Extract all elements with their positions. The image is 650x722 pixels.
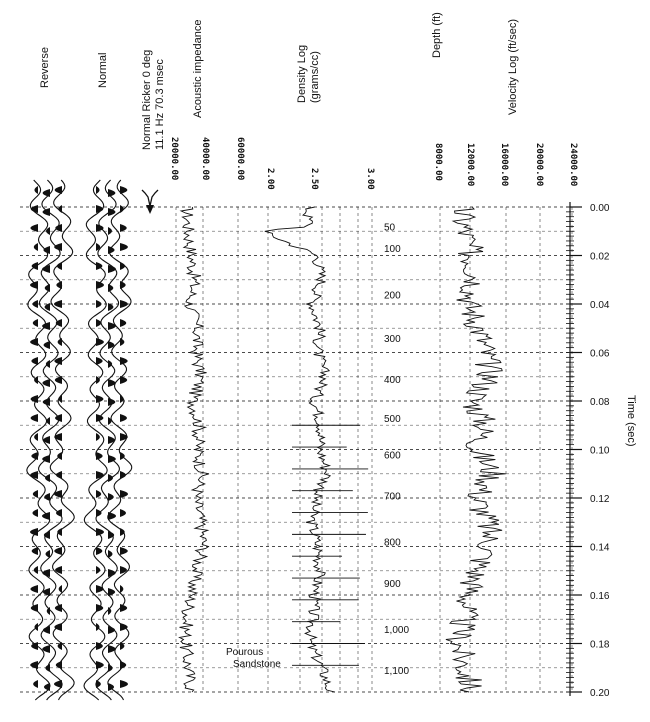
time-tick-label: 0.04 [590, 300, 610, 311]
velocity-tick-label: 8000.00 [433, 143, 443, 181]
normal-traces [84, 180, 132, 700]
trace-fill-lobe [96, 528, 104, 536]
trace-fill-lobe [42, 569, 50, 577]
header-velocity: Velocity Log (ft/sec) [507, 19, 519, 115]
trace-fill-lobe [108, 284, 113, 292]
trace-fill-lobe [43, 189, 50, 197]
trace-fill-lobe [55, 186, 62, 194]
trace-fill-lobe [108, 588, 115, 596]
tick-labels [169, 137, 578, 190]
trace-fill-lobe [34, 566, 38, 574]
trace-fill-lobe [45, 550, 50, 558]
header-wavelet-line1: Normal Ricker 0 deg [141, 49, 153, 150]
trace-fill-lobe [120, 395, 123, 403]
trace-fill-lobe [46, 360, 50, 368]
trace-fill-lobe [96, 604, 103, 612]
trace-fill-lobe [96, 338, 104, 346]
trace-fill-lobe [120, 262, 125, 270]
trace-fill-lobe [45, 284, 50, 292]
trace-fill-lobe [56, 509, 62, 517]
trace-fill-lobe [54, 547, 62, 555]
trace-fill-lobe [45, 664, 50, 672]
trace-fill-lobe [96, 281, 104, 289]
depth-label: 1,100 [384, 666, 410, 678]
trace-fill-lobe [96, 395, 103, 403]
trace-fill-lobe [108, 360, 112, 368]
trace-fill-lobe [120, 300, 128, 308]
trace-fill-lobe [58, 338, 62, 346]
trace-fill-lobe [34, 376, 38, 384]
trace-fill-lobe [120, 414, 127, 422]
trace-fill-lobe [30, 528, 38, 536]
trace-fill-lobe [32, 547, 38, 555]
trace-fill-lobe [42, 379, 50, 387]
depth-label: 500 [384, 413, 401, 425]
time-tick-label: 0.14 [590, 542, 610, 554]
trace-fill-lobe [31, 414, 38, 422]
trace-fill-lobe [96, 186, 100, 194]
trace-fill-lobe [120, 680, 128, 688]
trace-fill-lobe [96, 547, 102, 555]
trace-fill-lobe [96, 566, 100, 574]
ricker-wavelet-icon [142, 190, 158, 206]
trace-fill-lobe [120, 547, 128, 555]
ricker-wavelet-fill [146, 205, 154, 214]
trace-fill-lobe [45, 474, 50, 482]
time-tick-label: 0.16 [590, 591, 610, 602]
trace-fill-lobe [42, 512, 50, 520]
trace-fill-lobe [43, 246, 50, 254]
trace-fill-lobe [120, 243, 128, 251]
time-tick-label: 0.12 [590, 494, 610, 505]
trace-fill-lobe [34, 623, 38, 631]
trace-fill-lobe [59, 395, 62, 403]
trace-fill-lobe [31, 604, 38, 612]
trace-fill-lobe [120, 205, 124, 213]
trace-fill-lobe [44, 341, 50, 349]
trace-fill-lobe [96, 300, 102, 308]
trace-fill-lobe [96, 623, 100, 631]
annotation-line1: Pourous [226, 647, 264, 658]
time-axis [566, 202, 610, 699]
trace-fill-lobe [30, 471, 38, 479]
trace-fill-lobe [31, 357, 38, 365]
velocity-tick-label: 24000.00 [568, 143, 578, 187]
trace-fill-lobe [120, 490, 128, 498]
trace-fill-lobe [108, 265, 116, 273]
trace-fill-lobe [59, 585, 62, 593]
trace-fill-lobe [55, 224, 62, 232]
trace-fill-lobe [44, 493, 50, 501]
trace-fill-lobe [32, 509, 38, 517]
trace-fill-lobe [43, 398, 50, 406]
trace-fill-lobe [55, 604, 62, 612]
trace-fill-lobe [54, 243, 62, 251]
trace-fill-lobe [96, 452, 103, 460]
trace-fill-lobe [30, 338, 38, 346]
time-tick-label: 0.10 [590, 445, 610, 457]
velocity-tick-label: 20000.00 [534, 143, 544, 187]
trace-fill-lobe [108, 208, 116, 216]
trace-fill-lobe [30, 224, 38, 232]
trace-fill-lobe [46, 417, 50, 425]
trace-fill-lobe [96, 205, 103, 213]
time-tick-label: 0.08 [590, 397, 610, 408]
trace-fill-lobe [120, 585, 123, 593]
trace-fill-lobe [30, 281, 38, 289]
header-acoustic-impedance: Acoustic impedance [192, 19, 204, 118]
time-tick-label: 0.20 [590, 688, 610, 699]
time-tick-label: 0.00 [590, 203, 610, 214]
trace-fill-lobe [43, 626, 50, 634]
header-density-line1: Density Log [296, 44, 308, 103]
trace-fill-lobe [30, 585, 38, 593]
depth-label: 200 [384, 290, 401, 302]
trace-fill-lobe [44, 683, 50, 691]
depth-label: 100 [384, 244, 401, 256]
trace-fill-lobe [120, 224, 127, 232]
seismic-trace [96, 180, 120, 700]
trace-fill-lobe [34, 243, 38, 251]
trace-fill-lobe [55, 376, 62, 384]
density-tick-label: 2.50 [309, 168, 319, 190]
velocity-tick-label: 12000.00 [465, 143, 475, 187]
trace-fill-lobe [120, 661, 126, 669]
trace-fill-lobe [33, 680, 38, 688]
acoustic-impedance-tick-label: 20000.00 [169, 137, 179, 181]
trace-fill-lobe [108, 493, 114, 501]
seismic-trace [50, 180, 74, 700]
trace-fill-lobe [33, 319, 38, 327]
header-reverse: Reverse [39, 47, 51, 88]
trace-fill-lobe [108, 227, 112, 235]
acoustic-impedance-tick-label: 40000.00 [200, 137, 210, 181]
trace-fill-lobe [108, 398, 115, 406]
trace-fill-lobe [96, 490, 101, 498]
annotation-line2: Sandstone [233, 659, 281, 670]
trace-fill-lobe [108, 664, 113, 672]
trace-fill-lobe [120, 376, 127, 384]
trace-fill-lobe [57, 452, 62, 460]
trace-fill-lobe [47, 607, 50, 615]
trace-fill-lobe [108, 474, 113, 482]
seismic-trace [84, 180, 107, 700]
trace-fill-lobe [58, 205, 62, 213]
trace-fill-lobe [96, 661, 104, 669]
acoustic-impedance-tick-label: 60000.00 [235, 137, 245, 181]
trace-fill-lobe [33, 490, 38, 498]
trace-fill-lobe [34, 186, 38, 194]
header-wavelet-line2: 11.1 Hz 70.3 msec [154, 59, 166, 150]
trace-fill-lobe [54, 300, 62, 308]
trace-fill-lobe [54, 680, 62, 688]
trace-fill-lobe [34, 433, 38, 441]
header-depth: Depth (ft) [431, 12, 443, 58]
trace-fill-lobe [31, 395, 38, 403]
depth-label: 300 [384, 333, 401, 345]
trace-fill-lobe [108, 569, 116, 577]
trace-fill-lobe [120, 357, 128, 365]
trace-fill-lobe [96, 471, 104, 479]
depth-label: 800 [384, 537, 401, 549]
log-curves [180, 207, 506, 692]
trace-fill-lobe [120, 186, 127, 194]
trace-fill-lobe [108, 189, 115, 197]
trace-fill-lobe [120, 338, 124, 346]
trace-fill-lobe [56, 471, 62, 479]
trace-fill-lobe [108, 550, 113, 558]
trace-fill-lobe [57, 262, 62, 270]
trace-fill-lobe [96, 642, 103, 650]
trace-fill-lobe [31, 452, 38, 460]
reverse-traces [27, 180, 74, 700]
density-tick-label: 3.00 [365, 168, 375, 190]
header-density-line2: (grams/cc) [309, 51, 321, 103]
trace-fill-lobe [96, 376, 100, 384]
trace-fill-lobe [42, 265, 50, 273]
trace-fill-lobe [120, 471, 126, 479]
trace-fill-lobe [96, 319, 101, 327]
time-axis-label: Time (sec) [625, 395, 637, 447]
trace-fill-lobe [96, 433, 100, 441]
trace-fill-lobe [31, 205, 38, 213]
trace-fill-lobe [32, 300, 38, 308]
trace-fill-lobe [42, 208, 50, 216]
depth-label: 700 [384, 491, 401, 503]
trace-fill-lobe [30, 661, 38, 669]
trace-fill-lobe [120, 509, 126, 517]
depth-label: 600 [384, 450, 401, 462]
trace-fill-lobe [108, 626, 115, 634]
velocity-tick-label: 16000.00 [499, 143, 509, 187]
depth-label: 1,000 [384, 624, 410, 636]
trace-fill-lobe [120, 281, 126, 289]
depth-label: 900 [384, 578, 401, 590]
trace-fill-lobe [120, 604, 127, 612]
trace-fill-lobe [120, 452, 125, 460]
trace-fill-lobe [96, 357, 103, 365]
header-normal: Normal [97, 52, 109, 88]
time-tick-label: 0.02 [590, 251, 610, 263]
trace-fill-lobe [108, 322, 116, 330]
depth-label: 400 [384, 375, 401, 387]
depth-label: 50 [384, 222, 396, 234]
density-tick-label: 2.00 [265, 168, 275, 190]
time-tick-label: 0.06 [590, 348, 610, 360]
trace-fill-lobe [108, 607, 111, 615]
trace-fill-lobe [56, 281, 62, 289]
time-tick-label: 0.18 [590, 639, 610, 651]
trace-fill-lobe [120, 319, 126, 327]
